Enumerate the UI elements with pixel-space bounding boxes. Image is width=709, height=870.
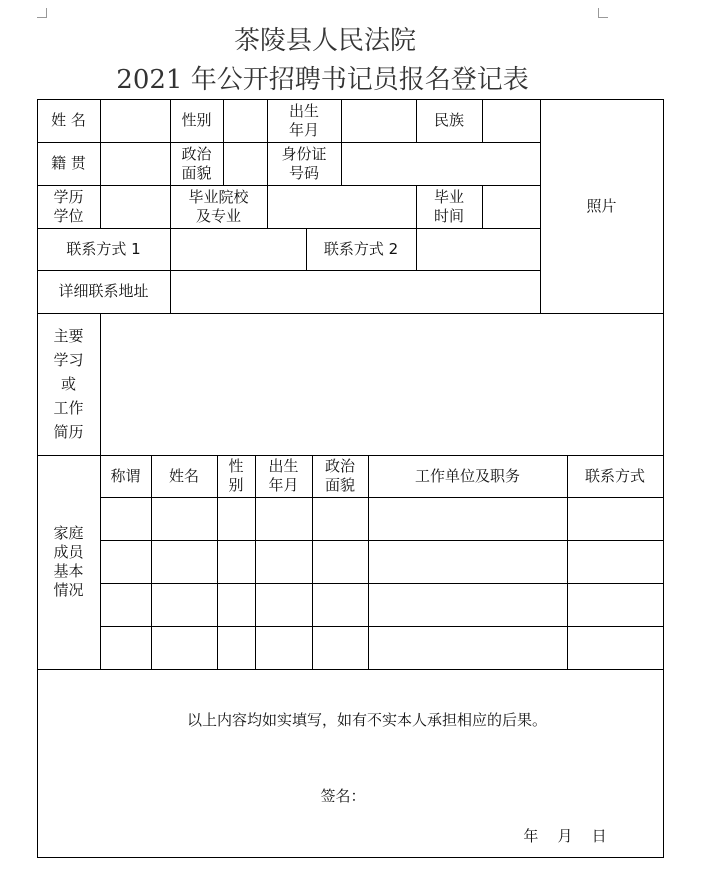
label-ethnicity: 民族 [433, 111, 464, 129]
field-ethnicity[interactable] [482, 99, 540, 142]
family-header-political: 政治 面貌 [324, 457, 355, 494]
family-header-name: 姓名 [168, 466, 199, 485]
signature-label: 签名： [320, 786, 366, 805]
label-gender: 性别 [181, 111, 212, 129]
family-header-relation: 称谓 [110, 466, 141, 485]
field-origin[interactable] [100, 142, 170, 185]
family-row-1[interactable] [100, 497, 663, 540]
field-idcard[interactable] [341, 142, 540, 185]
field-name[interactable] [100, 99, 170, 142]
declaration-text: 以上内容均如实填写，如有不实本人承担相应的后果。 [186, 710, 547, 729]
label-birth: 出生 年月 [288, 101, 319, 139]
corner-mark-left [37, 8, 47, 18]
label-resume: 主要 学习 或 工作 简历 [53, 327, 84, 441]
label-address: 详细联系地址 [58, 282, 149, 300]
field-contact1[interactable] [170, 228, 306, 270]
label-contact1: 联系方式 1 [66, 239, 141, 258]
date-label: 年 月 日 [523, 826, 607, 845]
label-origin: 籍 贯 [51, 154, 86, 172]
document-subtitle: 2021 年公开招聘书记员报名登记表 [116, 65, 529, 95]
field-political[interactable] [223, 142, 267, 185]
photo-box: 照片 [586, 196, 617, 215]
field-resume[interactable] [100, 313, 663, 455]
field-school[interactable] [267, 185, 416, 228]
field-gradtime[interactable] [482, 185, 540, 228]
corner-mark-right [598, 8, 608, 18]
label-political: 政治 面貌 [181, 144, 212, 182]
family-row-4[interactable] [100, 626, 663, 669]
label-idcard: 身份证 号码 [281, 144, 327, 182]
field-contact2[interactable] [416, 228, 540, 270]
label-family: 家庭 成员 基本 情况 [53, 524, 84, 599]
family-row-3[interactable] [100, 583, 663, 626]
label-education: 学历 学位 [53, 187, 84, 225]
label-school: 毕业院校 及专业 [188, 187, 249, 225]
field-birth[interactable] [341, 99, 416, 142]
family-header-gender: 性 别 [228, 457, 244, 494]
family-header-work: 工作单位及职务 [414, 466, 520, 485]
family-header-birth: 出生 年月 [268, 457, 299, 494]
family-header-contact: 联系方式 [584, 466, 645, 485]
label-contact2: 联系方式 2 [323, 239, 399, 258]
field-education[interactable] [100, 185, 170, 228]
field-gender[interactable] [223, 99, 267, 142]
document-title: 茶陵县人民法院 [233, 26, 416, 56]
family-row-2[interactable] [100, 540, 663, 583]
field-address[interactable] [170, 270, 540, 313]
label-gradtime: 毕业 时间 [433, 187, 464, 225]
label-name: 姓 名 [51, 111, 86, 129]
